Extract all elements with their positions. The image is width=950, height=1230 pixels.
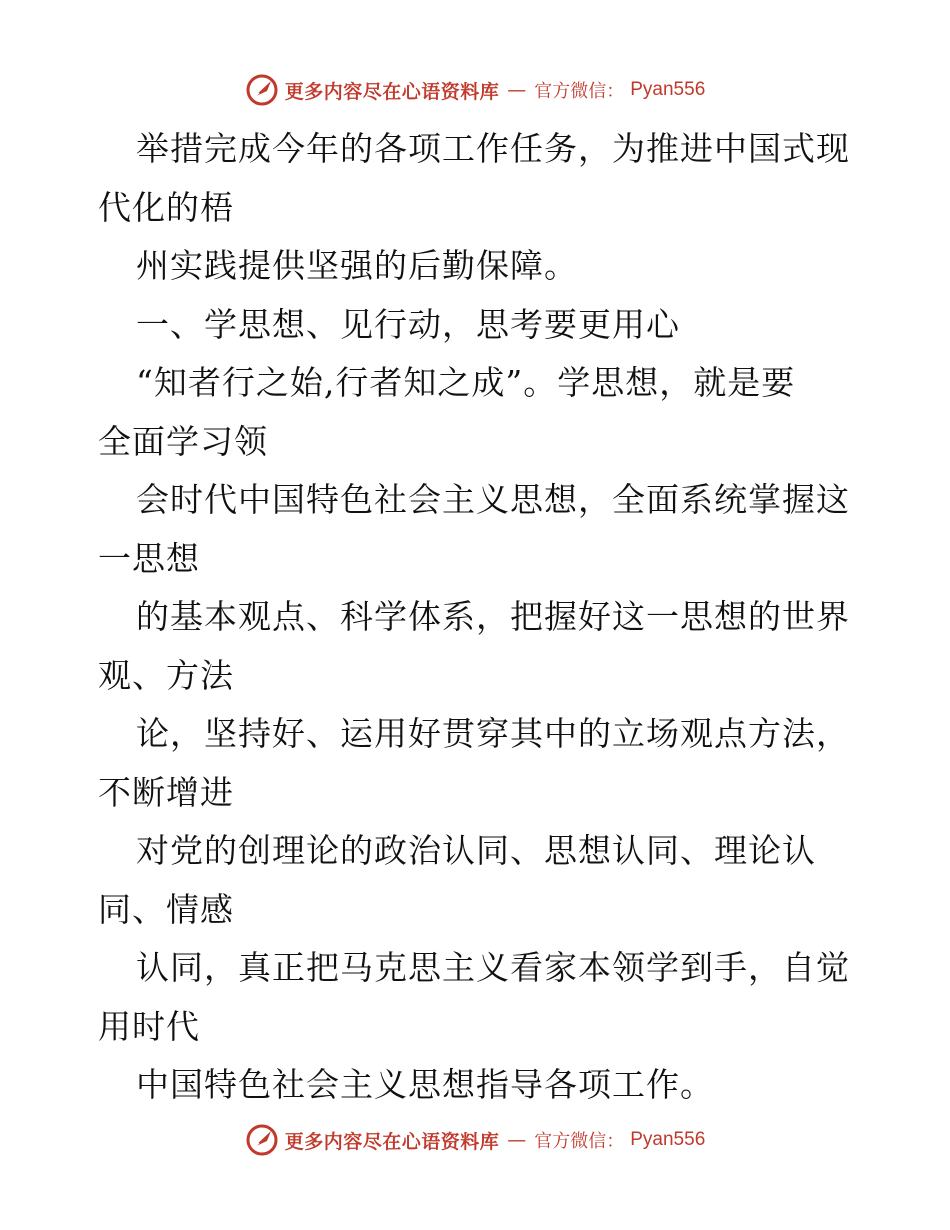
text-line: 的基本观点、科学体系，把握好这一思想的世界 [136,597,850,636]
text-line: “知者行之始,行者知之成”。学思想，就是要 [136,363,796,402]
text-line: 用时代 [98,1006,200,1046]
text-line: 一思想 [98,538,200,578]
footer-banner [0,1120,950,1160]
text-line: 中国特色社会主义思想指导各项工作。 [136,1065,714,1104]
text-line: 论，坚持好、运用好贯穿其中的立场观点方法， [136,714,850,753]
text-line: 不断增进 [98,772,234,812]
text-line: 观、方法 [98,655,234,695]
text-line: 举措完成今年的各项工作任务，为推进中国式现 [136,129,850,168]
quill-pen-logo-icon [245,1123,279,1157]
text-line: 州实践提供坚强的后勤保障。 [136,246,578,285]
text-line: 对党的创理论的政治认同、思想认同、理论认 [136,831,816,870]
text-line: 同、情感 [98,889,234,929]
text-line: 代化的梧 [98,187,234,227]
footer-separator: — [507,1129,527,1151]
footer-brand: 更多内容尽在心语资料库 [284,1130,500,1153]
document-body [98,120,858,1115]
quill-pen-logo-icon [245,73,279,107]
header-wechat-label: 官方微信： [534,81,625,102]
header-brand: 更多内容尽在心语资料库 [284,80,500,103]
text-line: 全面学习领 [98,421,268,461]
header-wechat-id: Pyan556 [630,79,706,100]
text-line: 认同，真正把马克思主义看家本领学到手，自觉 [136,948,850,987]
text-line: 一、学思想、见行动，思考要更用心 [136,304,680,344]
header-banner [0,70,950,110]
header-separator: — [507,79,527,101]
footer-wechat-label: 官方微信： [534,1131,625,1152]
footer-wechat-id: Pyan556 [630,1129,706,1150]
text-line: 会时代中国特色社会主义思想，全面系统掌握这 [136,480,850,519]
